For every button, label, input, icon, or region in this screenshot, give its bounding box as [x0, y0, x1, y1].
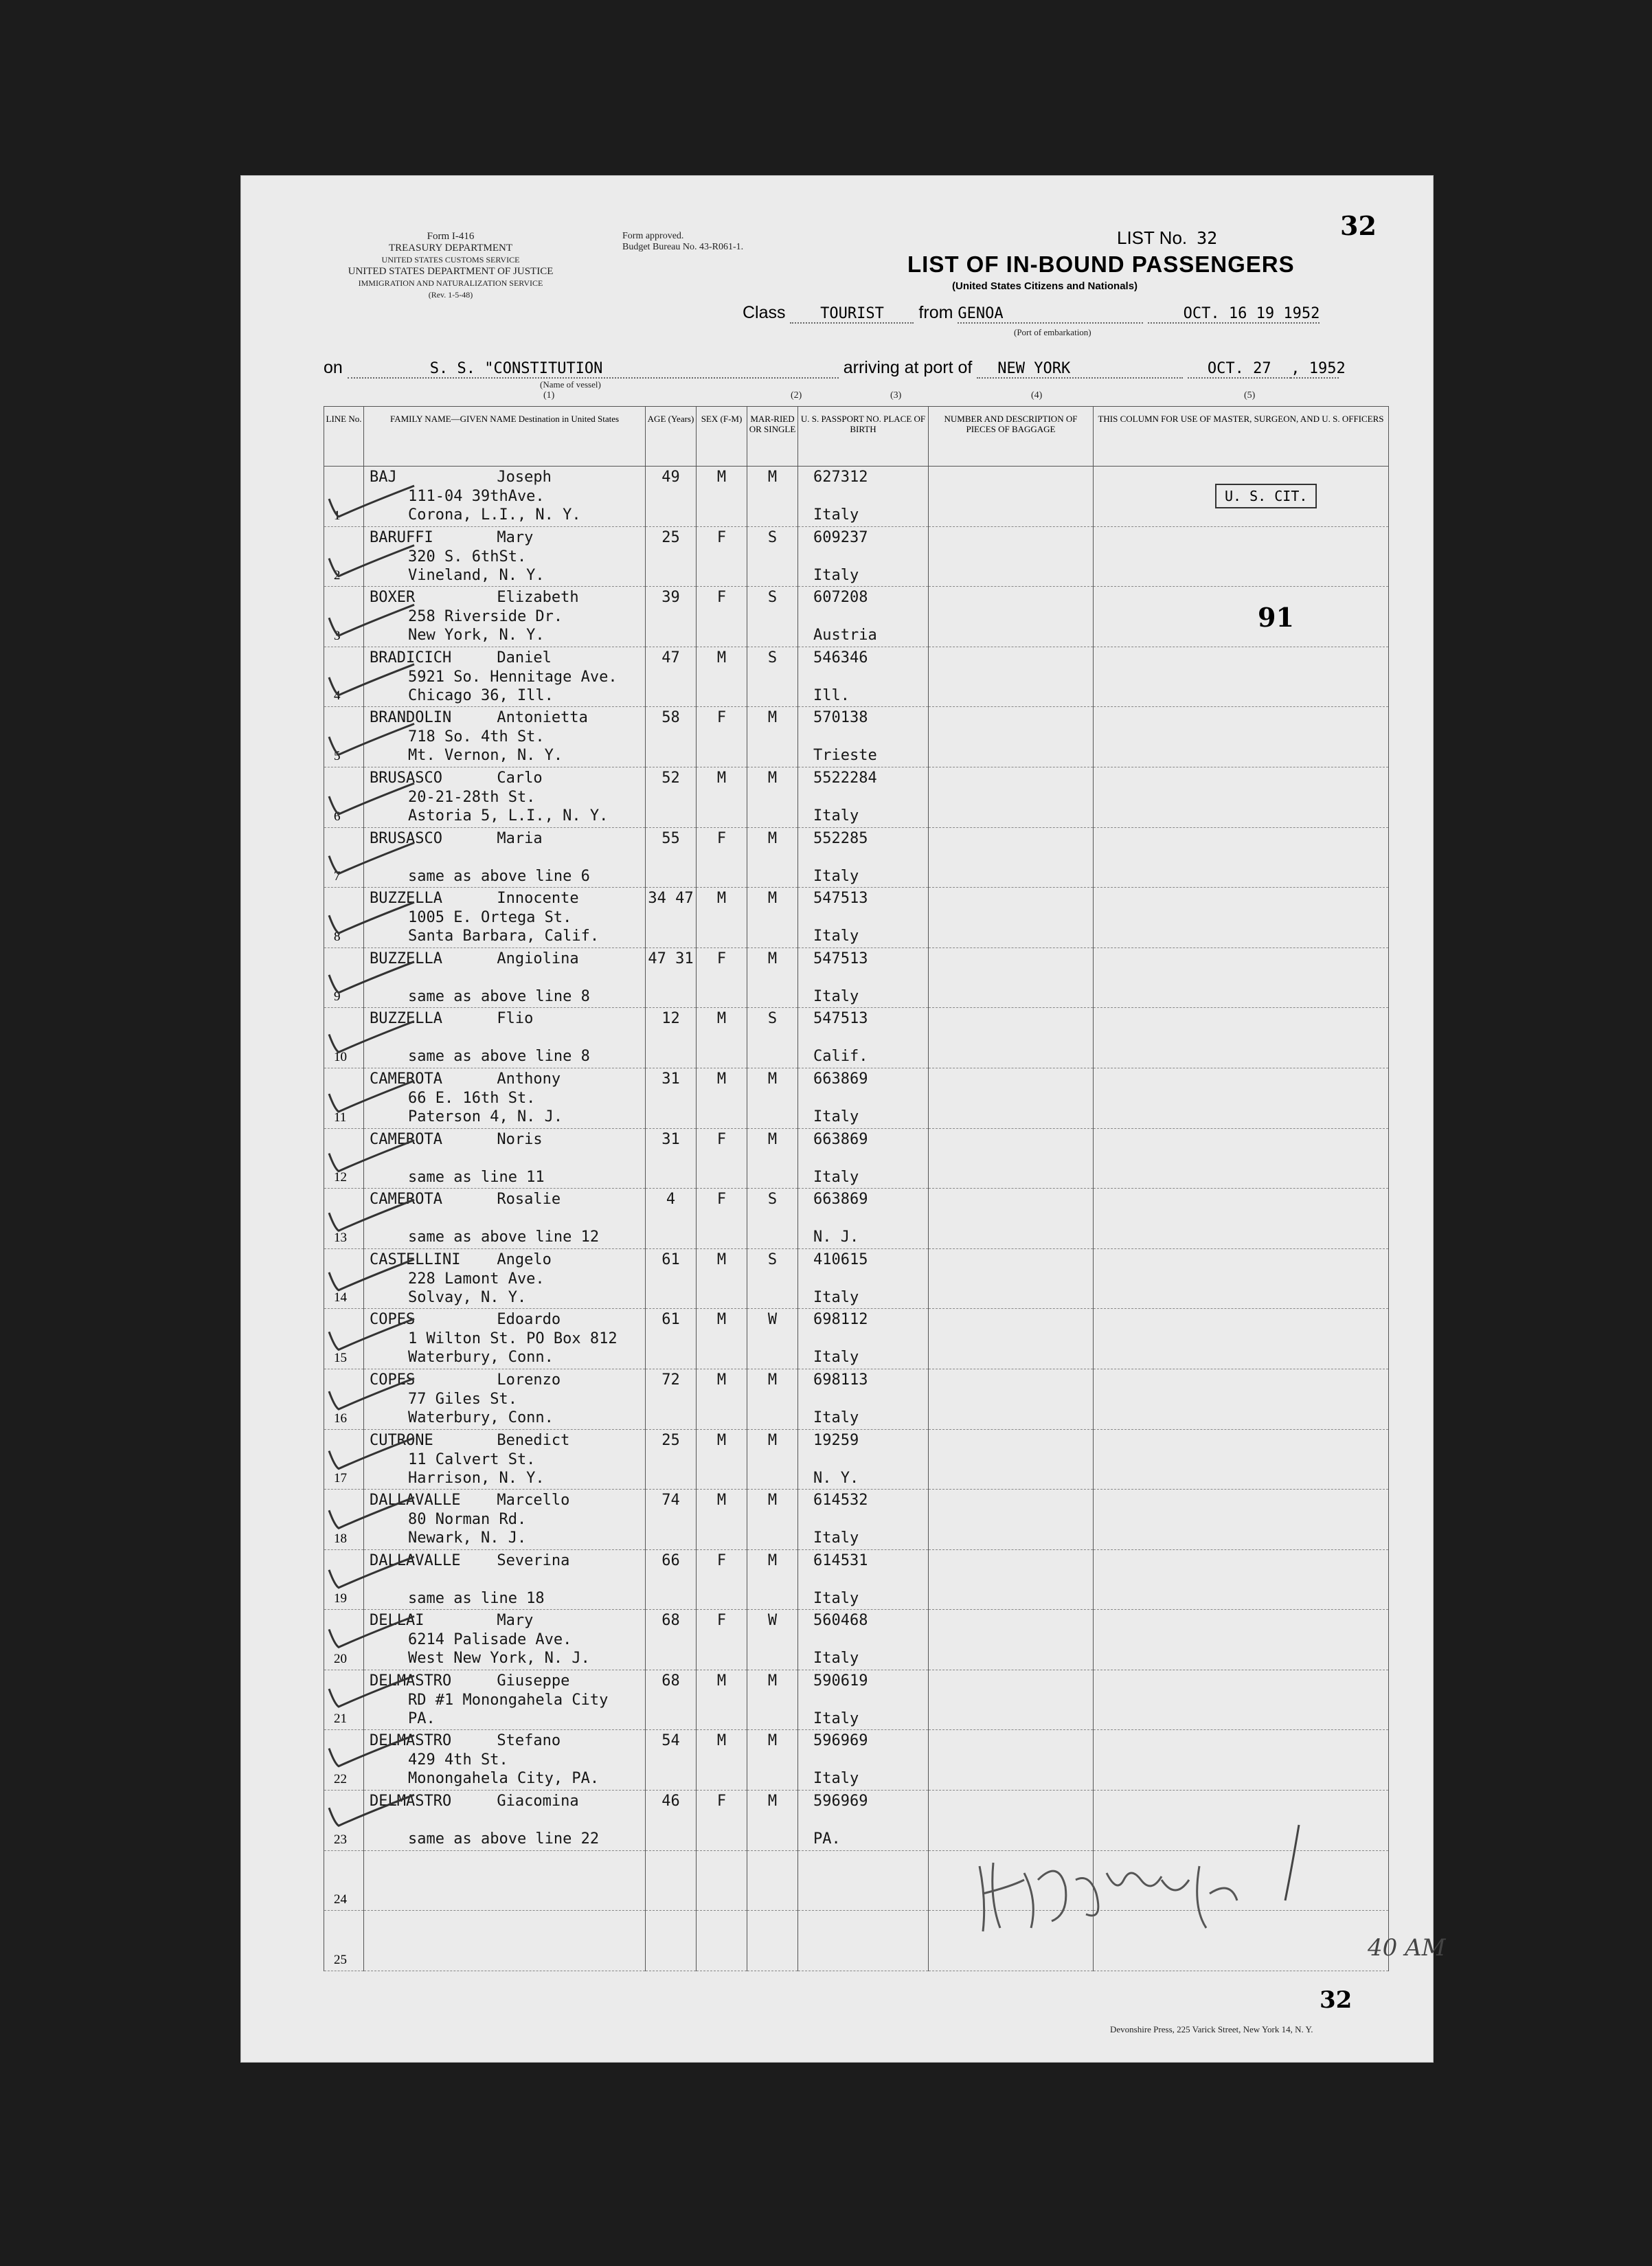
marital-status: M	[767, 1732, 778, 1750]
marital-status: M	[767, 709, 778, 727]
passenger-name: CAMEROTA Noris	[370, 1130, 543, 1148]
place-of-birth: Italy	[813, 1589, 859, 1607]
check-mark	[329, 902, 414, 933]
check-mark	[329, 1200, 414, 1231]
vessel-note: (Name of vessel)	[540, 379, 601, 390]
line-number: 9	[334, 989, 341, 1005]
check-mark	[329, 664, 414, 695]
address-line-1: 1 Wilton St. PO Box 812	[408, 1330, 618, 1348]
place-of-birth: Italy	[813, 1349, 859, 1367]
marital-status: W	[767, 1311, 778, 1329]
check-mark	[329, 1141, 414, 1171]
passenger-name: DELMASTRO Stefano	[370, 1732, 561, 1750]
passenger-name: DELMASTRO Giuseppe	[370, 1672, 570, 1690]
class-line: Class TOURIST from GENOA OCT. 16 19 1952	[743, 303, 1320, 322]
place-of-birth: N. J.	[813, 1229, 859, 1246]
address-line-2: Chicago 36, Ill.	[408, 686, 554, 704]
sex: M	[716, 1492, 727, 1510]
age: 25	[661, 1431, 680, 1449]
passport-number: 5522284	[813, 769, 877, 787]
address-line-2: Vineland, N. Y.	[408, 566, 545, 584]
line-number: 19	[334, 1591, 347, 1606]
ins-service: IMMIGRATION AND NATURALIZATION SERVICE	[358, 278, 543, 288]
address-line-2: Astoria 5, L.I., N. Y.	[408, 807, 609, 824]
address-line-1: 5921 So. Hennitage Ave.	[408, 668, 618, 686]
check-mark	[329, 1676, 414, 1707]
arrival-year: , 1952	[1291, 360, 1346, 377]
check-mark	[329, 1259, 414, 1290]
passenger-name: COPES Edoardo	[370, 1311, 561, 1329]
line-number: 8	[334, 929, 341, 944]
place-of-birth: Austria	[813, 627, 877, 644]
sex: F	[716, 1191, 727, 1209]
passport-number: 614531	[813, 1551, 868, 1569]
marital-status: S	[767, 528, 778, 546]
place-of-birth: Italy	[813, 987, 859, 1005]
address-line-2: same as above line 22	[408, 1830, 600, 1848]
line-number: 7	[334, 869, 341, 884]
line-number: 12	[334, 1170, 347, 1185]
passport-number: 552285	[813, 829, 868, 847]
line-number: 17	[334, 1471, 347, 1486]
marital-status: M	[767, 769, 778, 787]
age: 39	[661, 589, 680, 607]
passenger-name: DALLAVALLE Marcello	[370, 1492, 570, 1510]
sex: M	[716, 1070, 727, 1088]
sex: F	[716, 1130, 727, 1148]
address-line-1: 20-21-28th St.	[408, 788, 536, 806]
col-officers: THIS COLUMN FOR USE OF MASTER, SURGEON, AND U. S. OFFICERS	[1094, 407, 1389, 467]
justice-dept: UNITED STATES DEPARTMENT OF JUSTICE	[348, 266, 554, 277]
line-number: 14	[334, 1290, 347, 1305]
sex: M	[716, 1732, 727, 1750]
passenger-name: BARUFFI Mary	[370, 528, 534, 546]
line-number: 1	[334, 508, 341, 523]
sex: F	[716, 528, 727, 546]
address-line-2: Corona, L.I., N. Y.	[408, 506, 581, 524]
marital-status: M	[767, 1793, 778, 1810]
passport-number: 547513	[813, 890, 868, 908]
address-line-1: 11 Calvert St.	[408, 1450, 536, 1468]
marital-status: W	[767, 1612, 778, 1630]
sex: F	[716, 829, 727, 847]
marital-status: M	[767, 1130, 778, 1148]
manifest-page	[240, 175, 1446, 2063]
line-number: 21	[334, 1712, 347, 1727]
arrival-date: OCT. 27	[1188, 360, 1291, 379]
address-line-2: PA.	[408, 1709, 435, 1727]
passport-number: 590619	[813, 1672, 868, 1690]
check-mark	[329, 1616, 414, 1647]
age: 68	[661, 1672, 680, 1690]
address-line-2: Waterbury, Conn.	[408, 1349, 554, 1367]
marital-status: M	[767, 1070, 778, 1088]
address-line-2: same as above line 6	[408, 867, 590, 885]
address-line-1: 228 Lamont Ave.	[408, 1270, 545, 1288]
address-line-2: same as above line 12	[408, 1229, 600, 1246]
departure-date: OCT. 16 19 1952	[1148, 305, 1320, 324]
line-number: 2	[334, 568, 341, 583]
check-mark	[329, 783, 414, 814]
line-number: 18	[334, 1531, 347, 1546]
age: 49	[661, 469, 680, 486]
arrival-time-mark: 40 AM	[1368, 1934, 1446, 1962]
check-mark	[329, 962, 414, 993]
marital-status: M	[767, 1371, 778, 1389]
line-number: 15	[334, 1350, 347, 1365]
marital-status: M	[767, 1431, 778, 1449]
passenger-name: CAMEROTA Anthony	[370, 1070, 561, 1088]
marital-status: M	[767, 1672, 778, 1690]
passport-number: 663869	[813, 1130, 868, 1148]
address-line-2: Waterbury, Conn.	[408, 1409, 554, 1426]
age: 12	[661, 1010, 680, 1028]
passenger-name: CUTRONE Benedict	[370, 1431, 570, 1449]
sex: M	[716, 1010, 727, 1028]
form-number: Form I-416	[427, 231, 475, 242]
address-line-2: New York, N. Y.	[408, 627, 545, 644]
address-line-2: Solvay, N. Y.	[408, 1288, 527, 1306]
address-line-1: 320 S. 6thSt.	[408, 548, 527, 565]
vessel-line: on S. S. "CONSTITUTION arriving at port of NEW YORK OCT. 27 , 1952	[324, 358, 1346, 377]
passenger-name: BRUSASCO Carlo	[370, 769, 543, 787]
bottom-list-number: 32	[1320, 1986, 1353, 2014]
place-of-birth: Italy	[813, 1168, 859, 1186]
age: 31	[661, 1070, 680, 1088]
passenger-name: BRADICICH Daniel	[370, 649, 552, 666]
line-number: 22	[334, 1772, 347, 1787]
place-of-birth: Italy	[813, 1770, 859, 1788]
check-mark	[329, 1795, 414, 1826]
passport-number: 570138	[813, 709, 868, 727]
page-subtitle: (United States Citizens and Nationals)	[952, 280, 1138, 292]
address-line-1: 111-04 39thAve.	[408, 488, 545, 505]
address-line-2: Mt. Vernon, N. Y.	[408, 747, 563, 765]
marital-status: S	[767, 649, 778, 666]
handwriting-layer	[241, 176, 1446, 2062]
age: 52	[661, 769, 680, 787]
age: 4	[666, 1191, 676, 1209]
age: 58	[661, 709, 680, 727]
place-of-birth: Ill.	[813, 686, 850, 704]
marital-status: S	[767, 1250, 778, 1268]
check-mark	[329, 723, 414, 754]
check-mark	[329, 546, 414, 576]
address-line-1: RD #1 Monongahela City	[408, 1691, 609, 1709]
col-line: LINE No.	[324, 407, 364, 467]
address-line-1: 258 Riverside Dr.	[408, 608, 563, 626]
sex: F	[716, 709, 727, 727]
passenger-name: DALLAVALLE Severina	[370, 1551, 570, 1569]
sex: M	[716, 769, 727, 787]
age: 25	[661, 528, 680, 546]
place-of-birth: Italy	[813, 1650, 859, 1668]
embark-port: GENOA	[958, 305, 1143, 324]
col-num-2: (2)	[791, 390, 802, 401]
marital-status: M	[767, 829, 778, 847]
age: 34 47	[648, 890, 694, 908]
sex: M	[716, 1672, 727, 1690]
place-of-birth: Italy	[813, 867, 859, 885]
passport-number: 547513	[813, 950, 868, 967]
age: 61	[661, 1311, 680, 1329]
age: 46	[661, 1793, 680, 1810]
age: 66	[661, 1551, 680, 1569]
passenger-name: BUZZELLA Innocente	[370, 890, 579, 908]
address-line-2: Santa Barbara, Calif.	[408, 928, 600, 945]
passenger-name: DELMASTRO Giacomina	[370, 1793, 579, 1810]
address-line-2: Monongahela City, PA.	[408, 1770, 600, 1788]
line-number: 3	[334, 628, 341, 643]
marital-status: M	[767, 1492, 778, 1510]
check-mark	[329, 1557, 414, 1588]
inspector-signature	[980, 1863, 1237, 1931]
passport-number: 663869	[813, 1070, 868, 1088]
sex: F	[716, 589, 727, 607]
marital-status: S	[767, 1010, 778, 1028]
line-number: 20	[334, 1651, 347, 1666]
age: 72	[661, 1371, 680, 1389]
check-mark	[329, 843, 414, 874]
passenger-name: BUZZELLA Angiolina	[370, 950, 579, 967]
address-line-2: same as above line 8	[408, 1048, 590, 1066]
sex: M	[716, 890, 727, 908]
treasury-dept: TREASURY DEPARTMENT	[388, 243, 513, 254]
form-approved: Form approved.	[622, 231, 684, 241]
check-marks	[329, 486, 414, 1826]
list-number-corner: 32	[1340, 210, 1377, 241]
age: 31	[661, 1130, 680, 1148]
address-line-2: same as line 18	[408, 1589, 545, 1607]
col-age: AGE (Years)	[646, 407, 697, 467]
passenger-name: BRUSASCO Maria	[370, 829, 543, 847]
col-baggage: NUMBER AND DESCRIPTION OF PIECES OF BAGGAGE	[929, 407, 1094, 467]
place-of-birth: Italy	[813, 1108, 859, 1125]
pen-stroke	[1285, 1825, 1299, 1900]
place-of-birth: Trieste	[813, 747, 877, 765]
line-number: 24	[334, 1892, 347, 1907]
age: 74	[661, 1492, 680, 1510]
age: 61	[661, 1250, 680, 1268]
passenger-name: BUZZELLA Flio	[370, 1010, 534, 1028]
place-of-birth: Italy	[813, 566, 859, 584]
handwritten-count: 91	[1258, 602, 1294, 633]
passport-number: 663869	[813, 1191, 868, 1209]
passport-number: 410615	[813, 1250, 868, 1268]
address-line-2: West New York, N. J.	[408, 1650, 590, 1668]
sex: M	[716, 1371, 727, 1389]
sex: M	[716, 1250, 727, 1268]
passenger-name: BOXER Elizabeth	[370, 589, 579, 607]
address-line-1: 66 E. 16th St.	[408, 1089, 536, 1107]
col-num-4: (4)	[1031, 390, 1043, 401]
check-mark	[329, 1378, 414, 1409]
place-of-birth: Italy	[813, 1409, 859, 1426]
revision: (Rev. 1-5-48)	[428, 290, 473, 300]
marital-status: S	[767, 589, 778, 607]
passenger-name: CASTELLINI Angelo	[370, 1250, 552, 1268]
passport-number: 698113	[813, 1371, 868, 1389]
port-note: (Port of embarkation)	[1014, 327, 1091, 337]
age: 54	[661, 1732, 680, 1750]
address-line-2: Paterson 4, N. J.	[408, 1108, 563, 1125]
col-passport: U. S. PASSPORT NO. PLACE OF BIRTH	[798, 407, 929, 467]
check-mark	[329, 1081, 414, 1112]
address-line-1: 1005 E. Ortega St.	[408, 909, 572, 927]
customs-service: UNITED STATES CUSTOMS SERVICE	[381, 255, 520, 265]
marital-status: S	[767, 1191, 778, 1209]
line-number: 5	[334, 748, 341, 763]
passport-number: 19259	[813, 1431, 859, 1449]
passport-number: 614532	[813, 1492, 868, 1510]
check-mark	[329, 605, 414, 636]
sex: M	[716, 1311, 727, 1329]
address-line-1: 77 Giles St.	[408, 1390, 517, 1408]
passport-number: 546346	[813, 649, 868, 666]
passport-number: 609237	[813, 528, 868, 546]
address-line-1: 6214 Palisade Ave.	[408, 1631, 572, 1649]
passport-number: 596969	[813, 1793, 868, 1810]
age: 68	[661, 1612, 680, 1630]
line-number: 25	[334, 1952, 347, 1967]
citizen-stamp: U. S. CIT.	[1215, 484, 1317, 508]
passenger-name: DELLAI Mary	[370, 1612, 534, 1630]
line-number: 23	[334, 1832, 347, 1847]
marital-status: M	[767, 890, 778, 908]
passenger-name: COPES Lorenzo	[370, 1371, 561, 1389]
check-mark	[329, 1021, 414, 1052]
marital-status: M	[767, 1551, 778, 1569]
sex: F	[716, 1612, 727, 1630]
line-number: 16	[334, 1411, 347, 1426]
passenger-name: BRANDOLIN Antonietta	[370, 709, 588, 727]
address-line-2: Harrison, N. Y.	[408, 1469, 545, 1487]
col-sex: SEX (F-M)	[697, 407, 747, 467]
budget-bureau: Budget Bureau No. 43-R061-1.	[622, 242, 744, 252]
col-name: FAMILY NAME—GIVEN NAME Destination in United States	[364, 407, 646, 467]
passport-number: 607208	[813, 589, 868, 607]
line-number: 4	[334, 688, 341, 704]
place-of-birth: Italy	[813, 1709, 859, 1727]
age: 47	[661, 649, 680, 666]
age: 55	[661, 829, 680, 847]
line-number: 13	[334, 1230, 347, 1245]
col-num-1: (1)	[543, 390, 555, 401]
address-line-2: same as above line 8	[408, 987, 590, 1005]
passport-number: 698112	[813, 1311, 868, 1329]
arrival-port: NEW YORK	[977, 360, 1183, 379]
passenger-name: CAMEROTA Rosalie	[370, 1191, 561, 1209]
place-of-birth: Italy	[813, 928, 859, 945]
place-of-birth: Calif.	[813, 1048, 868, 1066]
col-num-5: (5)	[1244, 390, 1256, 401]
line-number: 10	[334, 1049, 347, 1064]
check-mark	[329, 1319, 414, 1349]
sex: F	[716, 950, 727, 967]
sex: M	[716, 649, 727, 666]
place-of-birth: Italy	[813, 807, 859, 824]
vessel-name: S. S. "CONSTITUTION	[348, 360, 839, 379]
place-of-birth: PA.	[813, 1830, 841, 1848]
line-number: 11	[334, 1110, 347, 1125]
address-line-2: same as line 11	[408, 1168, 545, 1186]
line-number: 6	[334, 809, 341, 824]
place-of-birth: Italy	[813, 1529, 859, 1547]
passport-number: 547513	[813, 1010, 868, 1028]
col-married: MAR-RIED OR SINGLE	[747, 407, 798, 467]
address-line-1: 718 So. 4th St.	[408, 728, 545, 746]
printer-imprint: Devonshire Press, 225 Varick Street, New York 14, N. Y.	[1110, 2024, 1313, 2034]
class-value: TOURIST	[790, 305, 914, 324]
list-number: LIST No. 32	[1117, 227, 1218, 248]
passport-number: 627312	[813, 469, 868, 486]
address-line-2: Newark, N. J.	[408, 1529, 527, 1547]
passport-number: 560468	[813, 1612, 868, 1630]
check-mark	[329, 1736, 414, 1766]
page-title: LIST OF IN-BOUND PASSENGERS	[907, 251, 1295, 277]
marital-status: M	[767, 950, 778, 967]
col-num-3: (3)	[890, 390, 902, 401]
sex: M	[716, 1431, 727, 1449]
check-mark	[329, 1497, 414, 1528]
place-of-birth: Italy	[813, 1288, 859, 1306]
marital-status: M	[767, 469, 778, 486]
check-mark	[329, 1438, 414, 1469]
sex: M	[716, 469, 727, 486]
passport-number: 596969	[813, 1732, 868, 1750]
sex: F	[716, 1551, 727, 1569]
passenger-name: BAJ Joseph	[370, 469, 552, 486]
sex: F	[716, 1793, 727, 1810]
address-line-1: 80 Norman Rd.	[408, 1511, 527, 1529]
place-of-birth: N. Y.	[813, 1469, 859, 1487]
address-line-1: 429 4th St.	[408, 1751, 508, 1769]
check-mark	[329, 486, 414, 517]
age: 47 31	[648, 950, 694, 967]
place-of-birth: Italy	[813, 506, 859, 524]
